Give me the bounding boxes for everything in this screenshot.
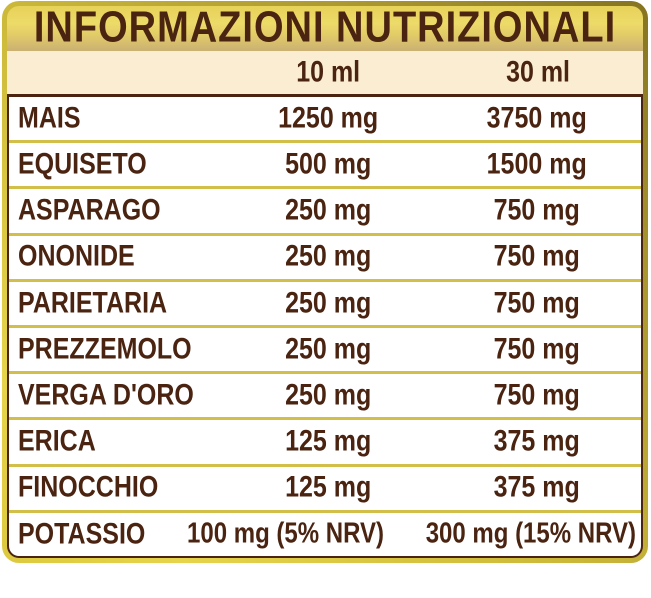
- table-row-verga-doro: [9, 371, 641, 417]
- value-30ml: 375 mg: [493, 470, 580, 505]
- value-10ml: 250 mg: [285, 285, 372, 320]
- ingredient-name: ERICA: [18, 424, 96, 458]
- table-body: [7, 94, 643, 558]
- column-header-10ml: 10 ml: [296, 54, 361, 89]
- value-30ml: 750 mg: [493, 378, 580, 412]
- value-30ml: 300 mg (15% NRV): [425, 517, 636, 550]
- value-30ml: 375 mg: [493, 424, 580, 458]
- value-10ml: 250 mg: [285, 193, 372, 227]
- value-30ml: 750 mg: [493, 331, 580, 366]
- ingredient-name: POTASSIO: [18, 516, 146, 551]
- table-row-equiseto: [9, 140, 641, 186]
- table-row-erica: [9, 417, 641, 463]
- table-row-prezzemolo: [9, 325, 641, 371]
- ingredient-name: EQUISETO: [18, 147, 147, 181]
- value-10ml: 1250 mg: [278, 100, 379, 135]
- nutrition-table-frame: [2, 1, 648, 563]
- nutrition-table: [7, 3, 643, 558]
- value-30ml: 750 mg: [493, 239, 580, 274]
- value-10ml: 100 mg (5% NRV): [187, 517, 384, 550]
- table-row-parietaria: [9, 279, 641, 325]
- ingredient-name: MAIS: [18, 100, 81, 135]
- table-row-ononide: [9, 233, 641, 279]
- table-row-potassio: [9, 510, 641, 556]
- table-title: INFORMAZIONI NUTRIZIONALI: [33, 3, 617, 52]
- value-30ml: 1500 mg: [486, 147, 587, 181]
- value-30ml: 750 mg: [493, 285, 580, 320]
- value-10ml: 250 mg: [285, 331, 372, 366]
- table-title-bar: [7, 3, 643, 52]
- ingredient-name: VERGA D'ORO: [18, 378, 194, 412]
- value-10ml: 500 mg: [285, 147, 372, 181]
- value-30ml: 3750 mg: [486, 100, 587, 135]
- ingredient-name: ASPARAGO: [18, 193, 161, 227]
- table-row-mais: [9, 97, 641, 140]
- ingredient-name: ONONIDE: [18, 239, 135, 274]
- table-row-finocchio: [9, 464, 641, 510]
- value-10ml: 125 mg: [285, 470, 372, 505]
- column-header-30ml: 30 ml: [506, 54, 571, 89]
- column-header-row: [7, 51, 643, 94]
- value-10ml: 250 mg: [285, 239, 372, 274]
- ingredient-name: PARIETARIA: [18, 285, 168, 320]
- ingredient-name: FINOCCHIO: [18, 470, 159, 505]
- value-10ml: 125 mg: [285, 424, 372, 458]
- value-30ml: 750 mg: [493, 193, 580, 227]
- value-10ml: 250 mg: [285, 378, 372, 412]
- ingredient-name: PREZZEMOLO: [18, 331, 192, 366]
- table-row-asparago: [9, 186, 641, 232]
